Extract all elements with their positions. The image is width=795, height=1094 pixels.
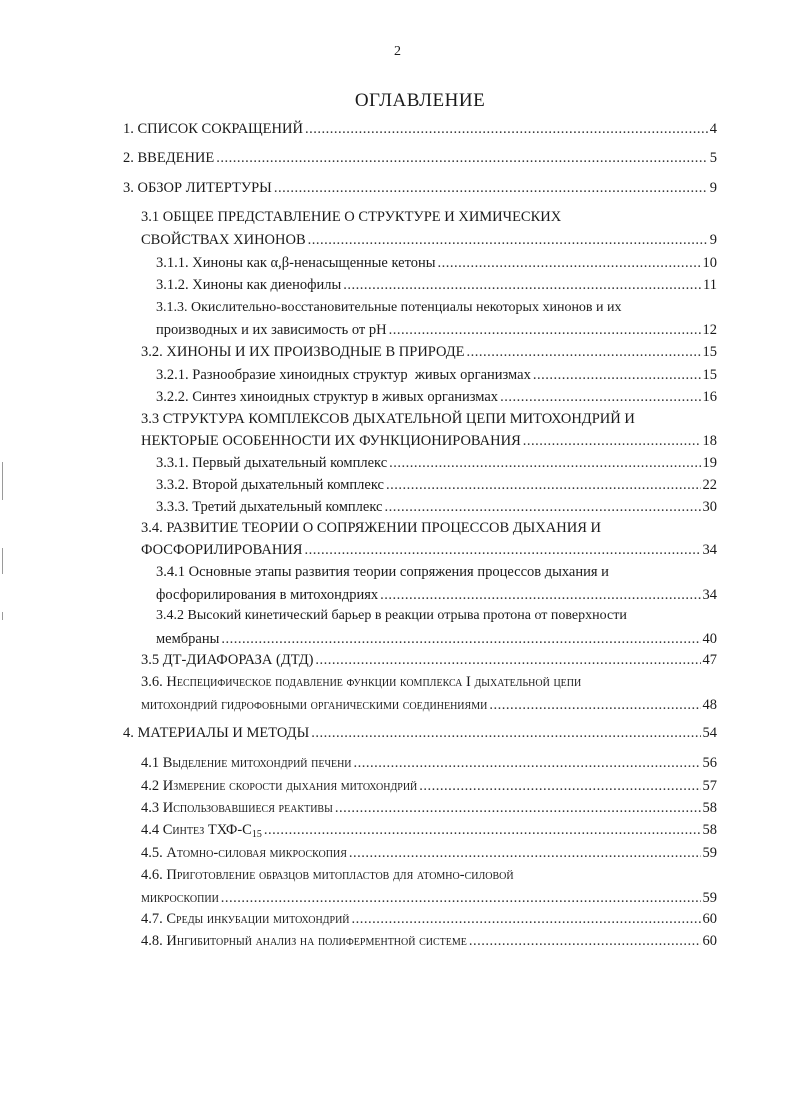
dot-leader: [302, 539, 700, 561]
toc-entry-text-line2: митохондрий гидрофобными органическими соединениями: [141, 697, 488, 713]
toc-entry-page: 18: [702, 433, 717, 449]
toc-entry-text: 4.8. Ингибиторный анализ на полиферментной системе: [141, 933, 467, 949]
toc-entry-page: 11: [703, 277, 717, 293]
toc-entry-page: 58: [702, 822, 717, 838]
dot-leader: [387, 319, 701, 341]
dot-leader: [214, 147, 708, 169]
scan-artifact-line: [2, 548, 3, 574]
toc-entry-text-line1: 3.3 СТРУКТУРА КОМПЛЕКСОВ ДЫХАТЕЛЬНОЙ ЦЕПИ МИТОХОНДРИЙ И: [141, 411, 635, 427]
dot-leader: [219, 628, 700, 650]
page-number: 2: [394, 44, 401, 59]
dot-leader: [382, 496, 700, 518]
toc-entry-page: 30: [702, 499, 717, 515]
dot-leader: [262, 819, 701, 841]
toc-entry-text: 3.2. ХИНОНЫ И ИХ ПРОИЗВОДНЫЕ В ПРИРОДЕ: [141, 344, 465, 360]
toc-entry-page: 5: [709, 150, 717, 166]
toc-entry-text: 4. МАТЕРИАЛЫ И МЕТОДЫ: [123, 725, 310, 741]
dot-leader: [436, 252, 701, 274]
toc-entry-page: 60: [702, 911, 717, 927]
toc-entry-page: 57: [702, 778, 717, 794]
toc-entry-page: 58: [702, 800, 717, 816]
dot-leader: [272, 177, 708, 199]
toc-entry-text-line1: 3.1.3. Окислительно-восстановительные потенциалы некоторых хинонов и их: [156, 300, 622, 315]
dot-leader: [521, 430, 701, 452]
dot-leader: [350, 908, 701, 930]
dot-leader: [306, 229, 708, 251]
toc-entry-text-line2: СВОЙСТВАХ ХИНОНОВ: [141, 232, 306, 248]
toc-entry-text: 3.5 ДТ-ДИАФОРАЗА (ДТД): [141, 652, 314, 668]
dot-leader: [309, 722, 700, 744]
toc-entry-page: 15: [702, 344, 717, 360]
toc-entry-page: 54: [702, 725, 717, 741]
toc-entry-text: 3.2.2. Синтез хиноидных структур в живых организмах: [156, 389, 499, 405]
toc-entry-page: 16: [702, 389, 717, 405]
toc-entry-page: 19: [702, 455, 717, 471]
dot-leader: [417, 775, 700, 797]
dot-leader: [333, 797, 701, 819]
toc-entry-text: 4.1 Выделение митохондрий печени: [141, 755, 352, 771]
toc-entry-page: 34: [702, 587, 717, 603]
toc-entry-page: 48: [702, 697, 717, 713]
toc-entry-text-line2: микроскопии: [141, 890, 219, 906]
toc-entry-page: 59: [702, 890, 717, 906]
toc-title: ОГЛАВЛЕНИЕ: [354, 90, 486, 111]
toc-entry-text-line1: 3.1 ОБЩЕЕ ПРЕДСТАВЛЕНИЕ О СТРУКТУРЕ И ХИМИЧЕСКИХ: [141, 209, 562, 225]
toc-entry-text-line2: НЕКТОРЫЕ ОСОБЕННОСТИ ИХ ФУНКЦИОНИРОВАНИЯ: [141, 433, 521, 449]
dot-leader: [219, 887, 701, 909]
dot-leader: [498, 386, 700, 408]
toc-entry-text: 3.1.1. Хиноны как α,β-ненасыщенные кетоны: [156, 255, 436, 271]
toc-entry-text: 3.3.1. Первый дыхательный комплекс: [156, 455, 388, 471]
toc-entry-page: 34: [702, 542, 717, 558]
dot-leader: [531, 364, 701, 386]
toc-entry-text: 3.2.1. Разнообразие хиноидных структур живых организмах: [156, 367, 531, 383]
toc-entry-text: 2. ВВЕДЕНИЕ: [123, 150, 215, 166]
toc-entry-page: 12: [702, 322, 717, 338]
toc-entry-text-line1: 3.4.2 Высокий кинетический барьер в реакции отрыва протона от поверхности: [156, 608, 627, 623]
dot-leader: [384, 474, 701, 496]
toc-entry-text-line1: 4.6. Приготовление образцов митопластов для атомно-силовой: [141, 867, 514, 883]
toc-entry-text-line2: производных и их зависимость от pH: [156, 322, 387, 338]
toc-entry-page: 22: [702, 477, 717, 493]
toc-entry-text-line1: 3.4. РАЗВИТИЕ ТЕОРИИ О СОПРЯЖЕНИИ ПРОЦЕССОВ ДЫХАНИЯ И: [141, 520, 601, 536]
toc-entry-page: 9: [709, 232, 717, 248]
toc-entry-text: 3.1.2. Хиноны как диенофилы: [156, 277, 342, 293]
toc-entry-page: 9: [709, 180, 717, 196]
toc-entry-text-main: 4.4 Синтез ТХФ-С: [141, 822, 252, 838]
subscript: 15: [251, 829, 262, 840]
toc-entry-text-line1: 3.6. Неспецифическое подавление функции комплекса I дыхательной цепи: [141, 674, 582, 690]
toc-entry-page: 15: [702, 367, 717, 383]
toc-entry-page: 4: [709, 121, 717, 137]
toc-entry-text: 1. СПИСОК СОКРАЩЕНИЙ: [123, 121, 303, 137]
dot-leader: [467, 930, 701, 952]
toc-entry-page: 59: [702, 845, 717, 861]
dot-leader: [465, 341, 701, 363]
toc-entry-text: 4.5. Атомно-силовая микроскопия: [141, 845, 347, 861]
toc-entry-text: 3.3.3. Третий дыхательный комплекс: [156, 499, 383, 515]
toc-entry-text: 4.3 Использовавшиеся реактивы: [141, 800, 333, 816]
toc-entry-text-line1: 3.4.1 Основные этапы развития теории сопряжения процессов дыхания и: [156, 564, 609, 580]
toc-entry-page: 40: [702, 631, 717, 647]
toc-entry-page: 10: [702, 255, 717, 271]
toc-entry-page: 60: [702, 933, 717, 949]
dot-leader: [352, 752, 701, 774]
dot-leader: [303, 118, 708, 140]
toc-entry-text-line2: ФОСФОРИЛИРОВАНИЯ: [141, 542, 303, 558]
toc-entry-text: 3.3.2. Второй дыхательный комплекс: [156, 477, 384, 493]
dot-leader: [313, 649, 700, 671]
dot-leader: [341, 274, 701, 296]
toc-entry-page: 56: [702, 755, 717, 771]
dot-leader: [487, 694, 700, 716]
dot-leader: [347, 842, 701, 864]
toc-entry-text-line2: мембраны: [156, 631, 220, 647]
toc-entry-text: [141, 819, 262, 841]
toc-entry-text: 4.2 Измерение скорости дыхания митохондрий: [141, 778, 418, 794]
dot-leader: [387, 452, 700, 474]
scan-artifact-line: [2, 612, 3, 620]
toc-entry-text: 4.7. Среды инкубации митохондрий: [141, 911, 350, 927]
toc-entry-text: 3. ОБЗОР ЛИТЕРТУРЫ: [123, 180, 272, 196]
dot-leader: [378, 584, 700, 606]
toc-entry-page: 47: [702, 652, 717, 668]
scan-artifact-line: [2, 462, 3, 500]
toc-entry-text-line2: фосфорилирования в митохондриях: [156, 587, 379, 603]
